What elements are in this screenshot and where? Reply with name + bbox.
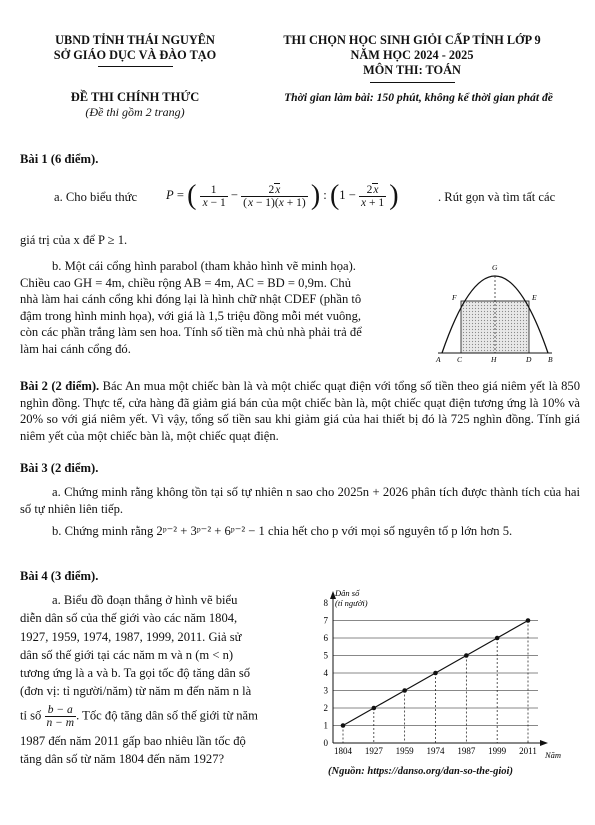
header-right (246, 33, 578, 78)
bai1-a-condition: giá trị của x để P ≥ 1. (20, 233, 128, 247)
y-axis-unit: (tỉ người) (335, 598, 368, 608)
x-tick-label: 1927 (364, 746, 383, 756)
parabola-gate-figure (432, 256, 582, 364)
bai1-a-tail: . Rút gọn và tìm tất các (438, 190, 556, 204)
bai4-text (20, 591, 305, 768)
y-tick-label: 0 (323, 738, 328, 748)
bai3-title: Bài 3 (2 điểm). (20, 461, 99, 475)
data-point (341, 723, 346, 728)
y-tick-label: 2 (323, 703, 328, 713)
data-point (402, 688, 407, 693)
office-name: SỞ GIÁO DỤC VÀ ĐÀO TẠO (53, 48, 217, 62)
bai4-ratio-line (20, 704, 305, 729)
data-point (372, 706, 377, 711)
bai4-line: dân số thế giới tại các năm m và n (m < n) (20, 647, 234, 662)
bai1-b-line: đậm trong hình minh họa), với giá là 1,5 triệu đồng mỗi mét vuông, (20, 308, 362, 323)
label-F: F (452, 293, 457, 302)
x-axis-arrow (540, 740, 548, 746)
label-B: B (548, 355, 553, 364)
bai2-block (20, 378, 580, 444)
bai4-line: a. Biểu đồ đoạn thẳng ở hình vẽ biểu (52, 593, 238, 607)
x-tick-label: 1999 (488, 746, 507, 756)
official-label: ĐỀ THI CHÍNH THỨC (70, 90, 200, 104)
chart-gridlines (333, 621, 538, 744)
bai4-title: Bài 4 (3 điểm). (20, 569, 99, 583)
bai1-a-lead: a. Cho biểu thức (54, 190, 138, 204)
data-point (526, 618, 531, 623)
x-axis-title: Năm (545, 750, 562, 760)
ratio-fraction (45, 704, 77, 729)
department-name: UBND TỈNH THÁI NGUYÊN (55, 33, 215, 47)
bai4-line: tương ứng là a và b. Ta gọi tốc độ tăng dân số (20, 666, 251, 681)
y-tick-label: 1 (323, 720, 328, 731)
school-year: NĂM HỌC 2024 - 2025 (350, 48, 474, 62)
bai1-b-line: b. Một cái cổng hình parabol (tham khảo hình vẽ minh họa). (52, 259, 356, 273)
data-point (464, 653, 469, 658)
bai4-line: diễn dân số của thế giới vào các năm 1804, (20, 611, 238, 626)
bai4-line: (đơn vị: tỉ người/năm) từ năm m đến năm n là (20, 684, 252, 699)
x-tick-label: 1804 (334, 746, 352, 756)
time-allowed: Thời gian làm bài: 150 phút, không kể thời gian phát đề (284, 91, 553, 104)
ratio-numerator: b − a (45, 704, 77, 717)
label-H: H (491, 355, 497, 364)
bai2-title: Bài 2 (2 điểm). (20, 379, 100, 393)
label-D: D (526, 355, 532, 364)
y-axis-title: Dân số (335, 588, 360, 598)
subject: MÔN THI: TOÁN (363, 63, 461, 77)
label-E: E (532, 293, 537, 302)
bai1-b-line: còn các phần trắng làm sen hoa. Tính số tiền mà chủ nhà phải trả để (20, 325, 362, 339)
data-point (495, 636, 500, 641)
ratio-tail: . Tốc độ tăng dân số thế giới từ năm (76, 708, 258, 723)
x-tick-label: 1987 (457, 746, 476, 756)
y-tick-label: 4 (323, 668, 328, 678)
y-tick-label: 5 (323, 650, 328, 661)
official-block (20, 90, 250, 120)
expression-P: P = ( $\frac{1}{x - 1}$ − $\frac{2x}{(x - 1)(x + 1)}$ ) : (1 − $\frac{2x}{x + 1}$ ) (166, 180, 399, 211)
bai2-text: Bác An mua một chiếc bàn là và một chiếc quạt điện với tổng số tiền theo giá niêm yết là 850 nghìn đồng. Thực tế, cửa hàng đã giảm giá bán của một chiếc bàn là, một chiếc quạt điện tương ứng là 10% và 20% so với giá niêm yết. Vì vậy, tổng số tiền sau khi giảm giá của hai thiết bị đó là 725 nghìn đồng. Tính giá niêm yết của một chiếc bàn là, một chiếc quạt điện. (20, 379, 580, 443)
bai3-a: a. Chứng minh rằng không tồn tại số tự nhiên n sao cho 2025n + 2026 phân tích được thành tích của hai số tự nhiên liên tiếp. (20, 485, 580, 516)
label-G: G (492, 263, 498, 272)
bai1-b-text (20, 258, 420, 357)
x-tick-label: 2011 (519, 746, 537, 756)
bai4-line: tăng dân số từ năm 1804 đến năm 1927? (20, 752, 225, 767)
data-point (433, 671, 438, 676)
exam-title: THI CHỌN HỌC SINH GIỎI CẤP TỈNH LỚP 9 (283, 33, 541, 47)
header-left-rule (98, 66, 173, 67)
ratio-lead: tỉ số (20, 708, 42, 723)
bai3-b: b. Chứng minh rằng 2ᵖ⁻² + 3ᵖ⁻² + 6ᵖ⁻² − 1 chia hết cho p với mọi số nguyên tố p lớn hơn 5. (52, 524, 513, 538)
population-line-chart (305, 588, 590, 780)
y-tick-label: 7 (323, 615, 328, 626)
bai1-a-line (54, 178, 584, 218)
bai1-b-line: làm hai cánh cổng đó. (20, 341, 131, 356)
ratio-denominator: n − m (46, 716, 75, 729)
bai4-line: 1927, 1959, 1974, 1987, 1999, 2011. Giả sử (20, 629, 242, 644)
bai1-title: Bài 1 (6 điểm). (20, 152, 99, 166)
x-tick-label: 1959 (395, 746, 414, 756)
label-A: A (436, 355, 441, 364)
y-tick-label: 3 (323, 685, 328, 696)
page-count: (Đề thi gồm 2 trang) (85, 105, 185, 119)
y-tick-labels (324, 598, 329, 748)
header-left (20, 33, 250, 63)
header-right-rule (370, 82, 455, 83)
y-tick-label: 8 (323, 598, 328, 608)
chart-source: (Nguồn: https://danso.org/dan-so-the-gioi) (328, 766, 513, 777)
bai1-b-line: nhà làm hai cánh cổng khi đóng lại là hình chữ nhật CDEF (phần tô (20, 292, 362, 306)
chart-axes (330, 591, 548, 746)
label-C: C (457, 355, 463, 364)
bai4-line: 1987 đến năm 2011 gấp bao nhiêu lần tốc độ (20, 733, 246, 748)
x-tick-labels (334, 746, 537, 756)
x-tick-label: 1974 (426, 746, 445, 756)
y-tick-label: 6 (323, 633, 328, 643)
bai1-b-line: Chiều cao GH = 4m, chiều rộng AB = 4m, AC = BD = 0,9m. Chủ (20, 275, 351, 290)
